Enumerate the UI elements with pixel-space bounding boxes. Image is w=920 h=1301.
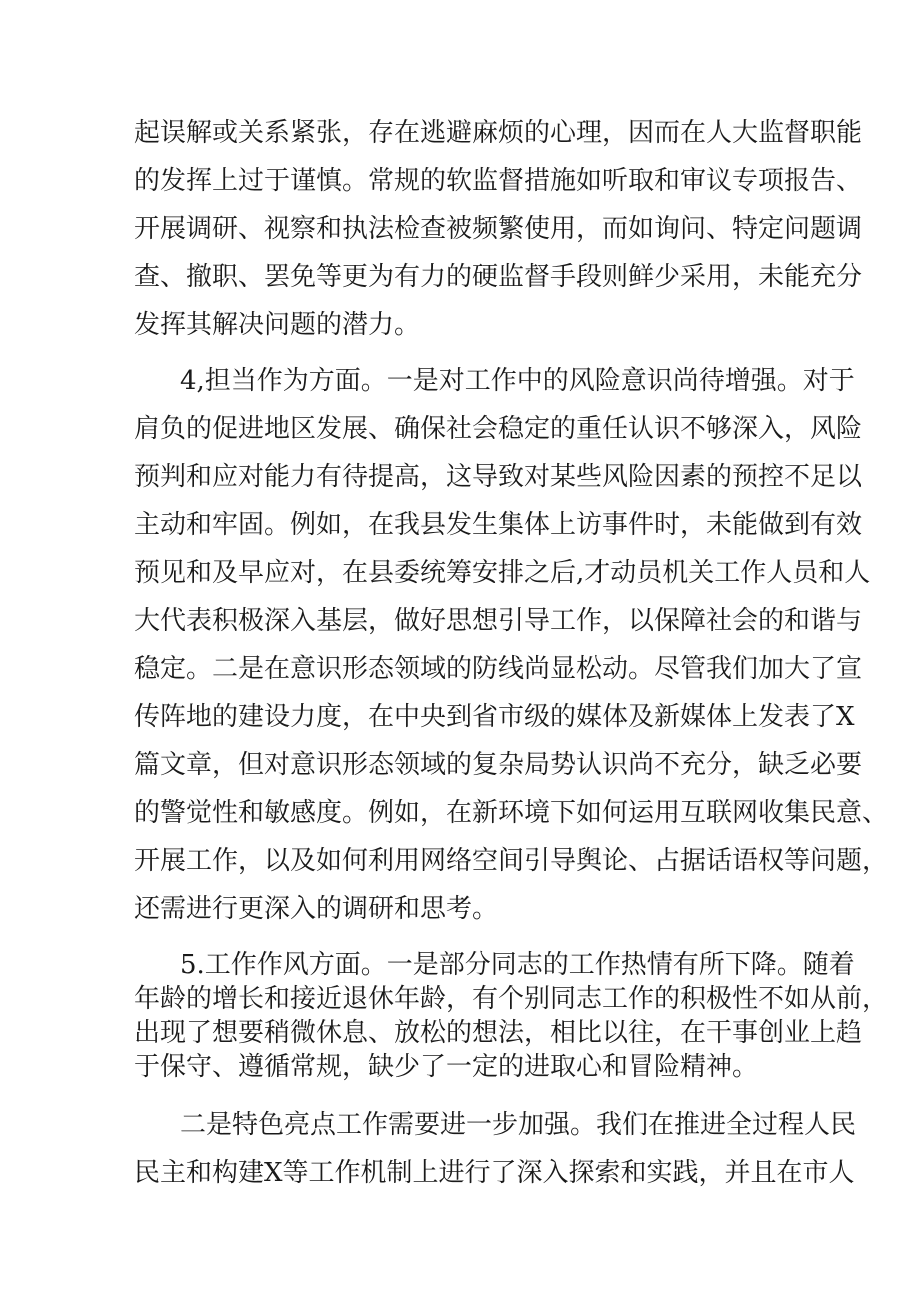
text-line: 还需进行更深入的调研和思考。: [134, 894, 499, 924]
text-line: 于保守、遵循常规，缺少了一定的进取心和冒险精神。: [134, 1052, 759, 1082]
text-line: 预见和及早应对，在县委统筹安排之后,才动员机关工作人员和人: [134, 558, 871, 588]
text-line: 年龄的增长和接近退休年龄，有个别同志工作的积极性不如从前，: [134, 984, 889, 1014]
text-line: 的发挥上过于谨慎。常规的软监督措施如听取和审议专项报告、: [134, 166, 863, 196]
text-line: 5.工作作风方面。一是部分同志的工作热情有所下降。随着: [180, 950, 855, 980]
text-line: 二是特色亮点工作需要进一步加强。我们在推进全过程人民: [180, 1110, 857, 1140]
text-line: 查、撤职、罢免等更为有力的硬监督手段则鲜少采用，未能充分: [134, 262, 863, 292]
text-line: 稳定。二是在意识形态领域的防线尚显松动。尽管我们加大了宣: [134, 654, 863, 684]
text-line: 主动和牢固。例如，在我县发生集体上访事件时，未能做到有效: [134, 510, 863, 540]
text-line: 开展工作，以及如何利用网络空间引导舆论、占据话语权等问题，: [134, 846, 889, 876]
text-line: 开展调研、视察和执法检查被频繁使用，而如询问、特定问题调: [134, 214, 863, 244]
text-line: 的警觉性和敏感度。例如，在新环境下如何运用互联网收集民意、: [134, 798, 889, 828]
text-line: 肩负的促进地区发展、确保社会稳定的重任认识不够深入，风险: [134, 414, 863, 444]
text-line: 传阵地的建设力度，在中央到省市级的媒体及新媒体上发表了X: [134, 702, 855, 732]
text-line: 发挥其解决问题的潜力。: [134, 310, 421, 340]
text-line: 民主和构建X等工作机制上进行了深入探索和实践，并且在市人: [134, 1158, 855, 1188]
text-line: 篇文章，但对意识形态领域的复杂局势认识尚不充分，缺乏必要: [134, 750, 863, 780]
text-line: 预判和应对能力有待提高，这导致对某些风险因素的预控不足以: [134, 462, 863, 492]
text-line: 大代表积极深入基层，做好思想引导工作，以保障社会的和谐与: [134, 606, 863, 636]
text-line: 4,担当作为方面。一是对工作中的风险意识尚待增强。对于: [180, 366, 855, 396]
text-line: 出现了想要稍微休息、放松的想法，相比以往，在干事创业上趋: [134, 1018, 863, 1048]
text-line: 起误解或关系紧张，存在逃避麻烦的心理，因而在人大监督职能: [134, 118, 863, 148]
